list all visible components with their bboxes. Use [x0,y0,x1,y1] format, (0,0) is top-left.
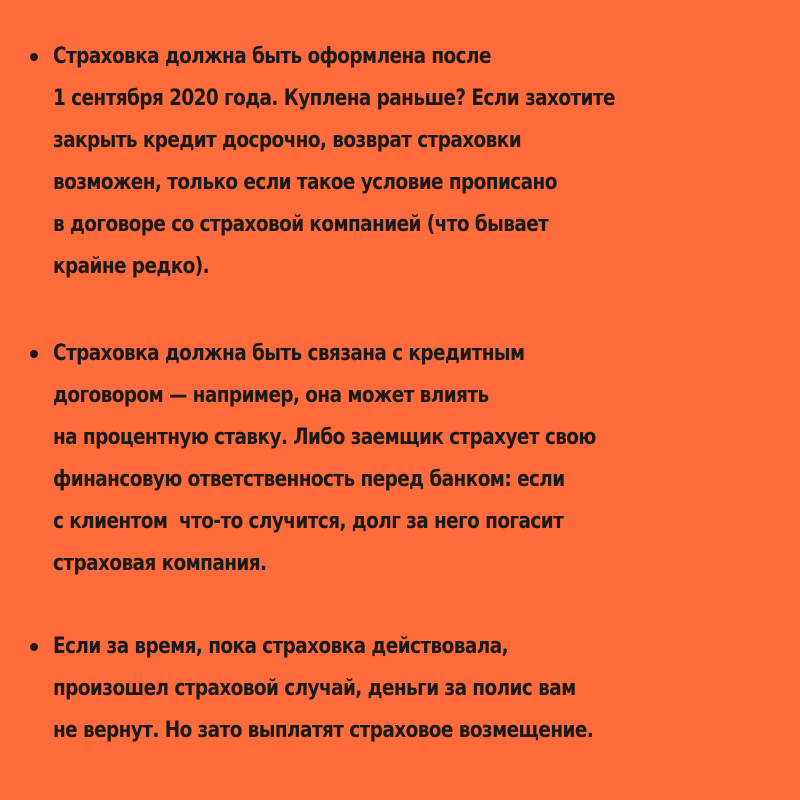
text-line: крайне редко). [53,254,210,279]
text-line: финансовую ответственность перед банком: если [53,467,565,492]
text-line: в договоре со страховой компанией (что бывает [53,212,549,237]
bullet-dot-icon [30,350,38,358]
text-line: Страховка должна быть оформлена после [53,44,491,69]
text-line: на процентную ставку. Либо заемщик страхует свою [53,425,596,450]
bullet-dot-icon [30,643,38,651]
text-line: 1 сентября 2020 года. Куплена раньше? Если захотите [53,86,615,111]
text-line: возможен, только если такое условие прописано [53,170,557,195]
bullet-dot-icon [30,53,38,61]
text-line: не вернут. Но зато выплатят страховое возмещение. [53,718,594,743]
text-line: произошел страховой случай, деньги за полис вам [53,676,576,701]
bullet-paragraph [53,36,666,288]
text-line: Страховка должна быть связана с кредитным [53,341,525,366]
bullet-paragraph [53,626,666,752]
text-line: страховая компания. [53,551,267,576]
text-line: с клиентом что-то случится, долг за него погасит [53,509,564,534]
text-line: закрыть кредит досрочно, возврат страховки [53,128,522,153]
text-line: Если за время, пока страховка действовала, [53,634,509,659]
bullet-paragraph [53,333,666,585]
text-line: договором — например, она может влиять [53,383,489,408]
